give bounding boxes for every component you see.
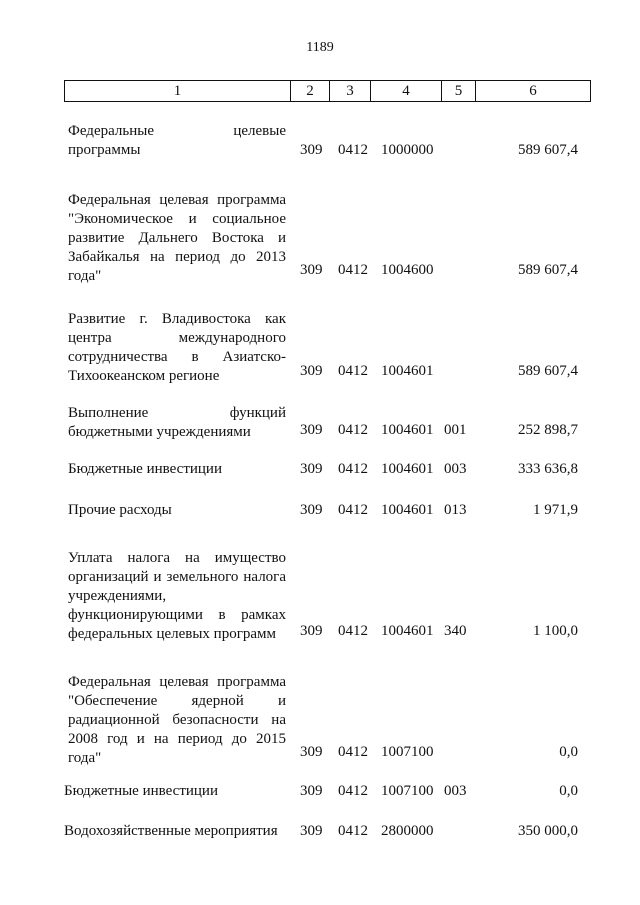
row-amount: 589 607,4 [518,363,578,379]
column-header-3: 3 [330,81,371,102]
row-code-4: 1004601 [381,502,434,518]
page-number: 1189 [306,40,334,55]
row-code-3: 0412 [338,363,368,379]
row-code-5: 013 [444,502,467,518]
row-name: Федеральная целевая программа "Экономическое и социальное развитие Дальнего Востока и Забайкалья на период до 2013 года" [68,192,286,284]
row-code-4: 1004600 [381,262,434,278]
row-amount: 333 636,8 [518,461,578,477]
row-name: Федеральная целевая программа "Обеспечение ядерной и радиационной безопасности на 2008 год и на период до 2015 года" [68,674,286,766]
row-code-5: 003 [444,461,467,477]
row-name: Бюджетные инвестиции [68,461,222,477]
row-code-3: 0412 [338,422,368,438]
row-code-4: 1004601 [381,461,434,477]
row-amount: 0,0 [559,744,578,760]
row-code-5: 340 [444,623,467,639]
row-amount: 589 607,4 [518,262,578,278]
row-code-2: 309 [300,363,323,379]
column-header-6: 6 [476,81,591,102]
row-code-3: 0412 [338,744,368,760]
row-name: Уплата налога на имущество организаций и земельного налога учреждениями, функционирующими в рамках федеральных целевых программ [68,550,286,642]
row-code-2: 309 [300,142,323,158]
row-name: Федеральные целевые программы [68,123,286,158]
row-code-2: 309 [300,502,323,518]
row-amount: 589 607,4 [518,142,578,158]
row-code-5: 003 [444,783,467,799]
row-code-3: 0412 [338,262,368,278]
row-code-2: 309 [300,262,323,278]
row-code-2: 309 [300,623,323,639]
row-name: Выполнение функций бюджетными учреждениями [68,405,286,440]
column-header-row [65,81,591,102]
row-amount: 350 000,0 [518,823,578,839]
row-code-3: 0412 [338,823,368,839]
row-code-3: 0412 [338,623,368,639]
row-amount: 0,0 [559,783,578,799]
row-amount: 1 971,9 [533,502,578,518]
row-code-4: 1000000 [381,142,434,158]
row-name: Прочие расходы [68,502,172,518]
row-code-2: 309 [300,461,323,477]
column-header-5: 5 [442,81,476,102]
row-code-2: 309 [300,422,323,438]
row-amount: 252 898,7 [518,422,578,438]
row-code-2: 309 [300,783,323,799]
row-code-4: 1007100 [381,783,434,799]
column-header-1: 1 [65,81,291,102]
row-code-4: 1004601 [381,623,434,639]
row-name: Развитие г. Владивостока как центра международного сотрудничества в Азиатско-Тихоокеанском регионе [68,311,286,384]
row-code-3: 0412 [338,142,368,158]
row-code-4: 1004601 [381,422,434,438]
row-code-2: 309 [300,823,323,839]
row-code-3: 0412 [338,502,368,518]
row-code-3: 0412 [338,783,368,799]
column-header-2: 2 [291,81,330,102]
row-code-4: 1007100 [381,744,434,760]
row-code-4: 2800000 [381,823,434,839]
row-code-2: 309 [300,744,323,760]
row-code-5: 001 [444,422,467,438]
row-amount: 1 100,0 [533,623,578,639]
column-header-table [64,80,591,102]
row-name: Бюджетные инвестиции [64,783,218,799]
row-code-3: 0412 [338,461,368,477]
row-code-4: 1004601 [381,363,434,379]
row-name: Водохозяйственные мероприятия [64,823,278,839]
column-header-4: 4 [371,81,442,102]
